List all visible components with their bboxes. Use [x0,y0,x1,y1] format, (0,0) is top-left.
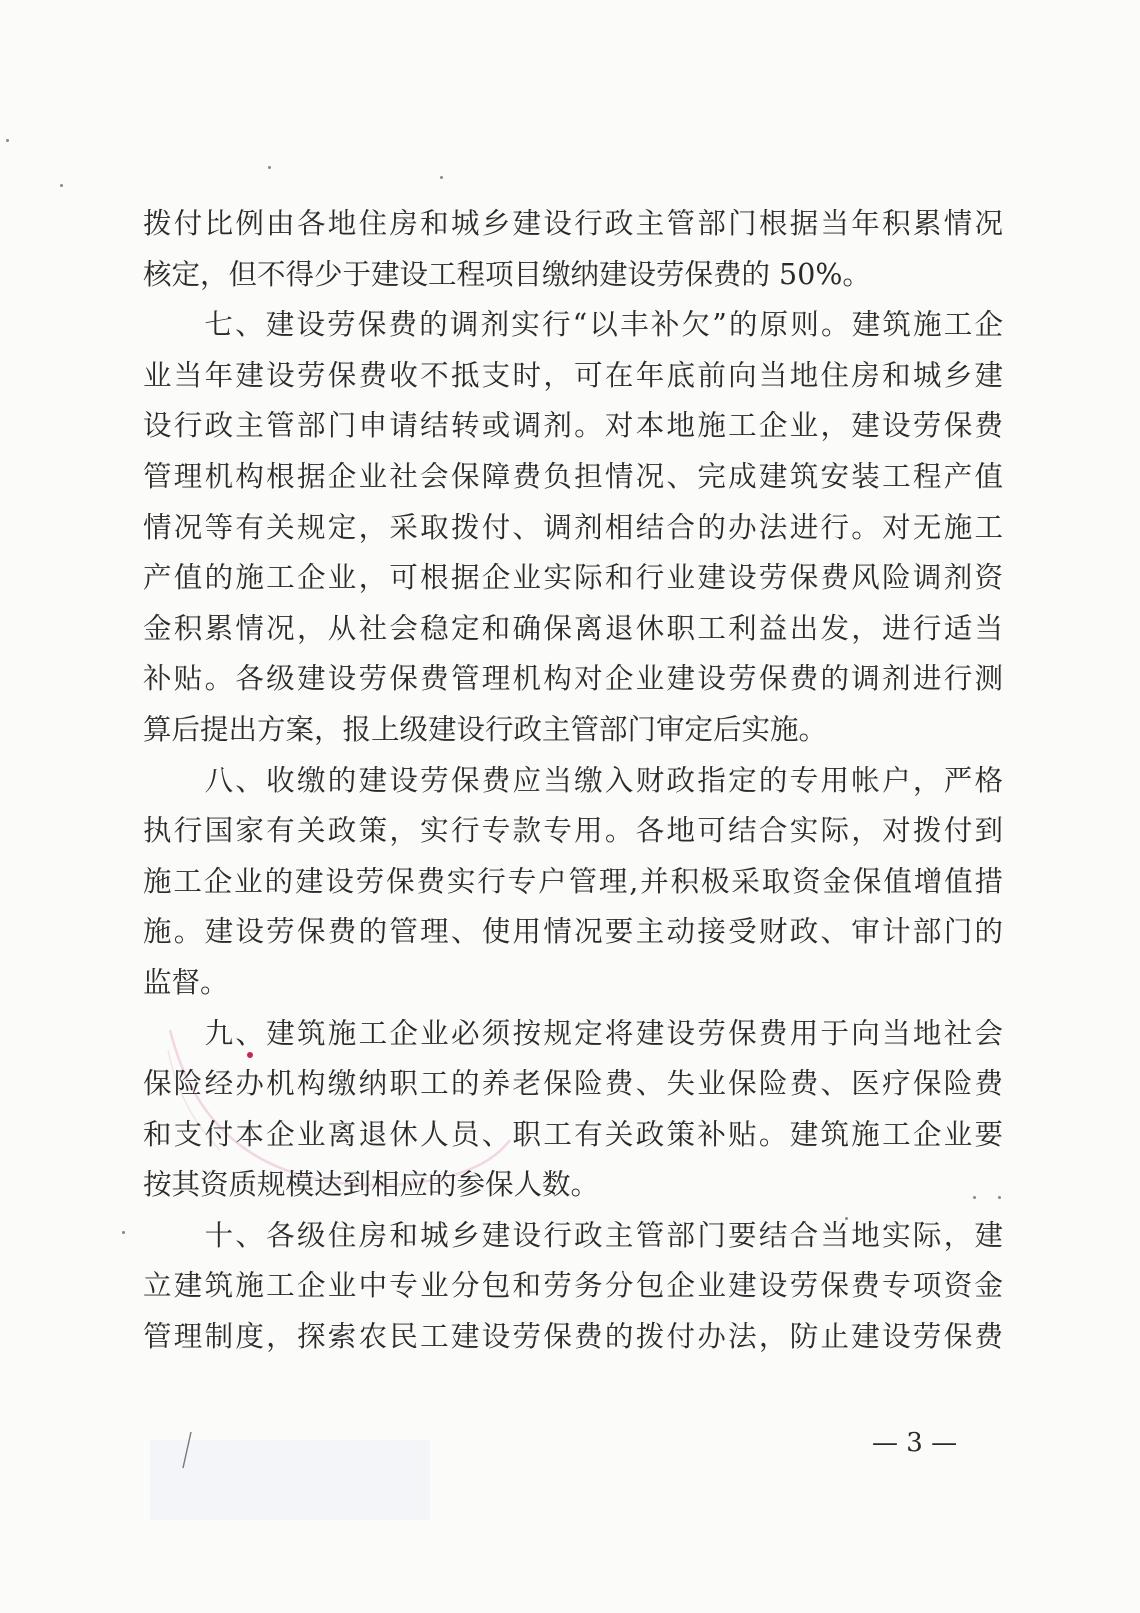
text-line: 业当年建设劳保费收不抵支时，可在年底前向当地住房和城乡建 [143,358,1003,392]
pen-stroke-mark [180,1430,194,1470]
text-line: 按其资质规模达到相应的参保人数。 [143,1168,600,1202]
text-line: 核定，但不得少于建设工程项目缴纳建设劳保费的 50%。 [143,257,871,291]
text-line: 立建筑施工企业中专业分包和劳务分包企业建设劳保费专项资金 [143,1269,1003,1303]
text-line: 算后提出方案，报上级建设行政主管部门审定后实施。 [143,712,828,746]
scan-speck [440,176,443,179]
text-line: 管理机构根据企业社会保障费负担情况、完成建筑安装工程产值 [143,459,1003,493]
text-line: 九、建筑施工企业必须按规定将建设劳保费用于向当地社会 [143,1016,1003,1050]
document-body [143,199,1003,1363]
text-line: 施工企业的建设劳保费实行专户管理,并积极采取资金保值增值措 [143,864,1003,898]
text-line: 产值的施工企业，可根据企业实际和行业建设劳保费风险调剂资 [143,561,1003,595]
text-line: 和支付本企业离退休人员、职工有关政策补贴。建筑施工企业要 [143,1117,1003,1151]
text-line: 拨付比例由各地住房和城乡建设行政主管部门根据当年积累情况 [143,207,1003,240]
text-line: 施。建设劳保费的管理、使用情况要主动接受财政、审计部门的 [143,915,1003,949]
text-line: 七、建设劳保费的调剂实行“以丰补欠”的原则。建筑施工企 [143,308,1003,342]
page-number: — 3 — [872,1428,958,1458]
text-line: 执行国家有关政策，实行专款专用。各地可结合实际，对拨付到 [143,814,1003,848]
text-line: 金积累情况，从社会稳定和确保离退休职工利益出发，进行适当 [143,611,1003,645]
scan-speck [122,1231,125,1234]
scan-speck [60,184,63,187]
text-line: 保险经办机构缴纳职工的养老保险费、失业保险费、医疗保险费 [143,1067,1003,1101]
text-line: 十、各级住房和城乡建设行政主管部门要结合当地实际，建 [143,1218,1003,1252]
text-line: 八、收缴的建设劳保费应当缴入财政指定的专用帐户，严格 [143,763,1003,797]
text-line: 管理制度，探索农民工建设劳保费的拨付办法，防止建设劳保费 [143,1320,1003,1354]
text-line: 补贴。各级建设劳保费管理机构对企业建设劳保费的调剂进行测 [143,662,1003,696]
scan-speck [6,139,9,142]
text-line: 设行政主管部门申请结转或调剂。对本地施工企业，建设劳保费 [143,409,1003,443]
scan-speck [268,166,271,169]
text-line: 情况等有关规定，采取拨付、调剂相结合的办法进行。对无施工 [143,510,1003,544]
text-line: 监督。 [143,965,229,999]
scan-shade [150,1440,430,1520]
